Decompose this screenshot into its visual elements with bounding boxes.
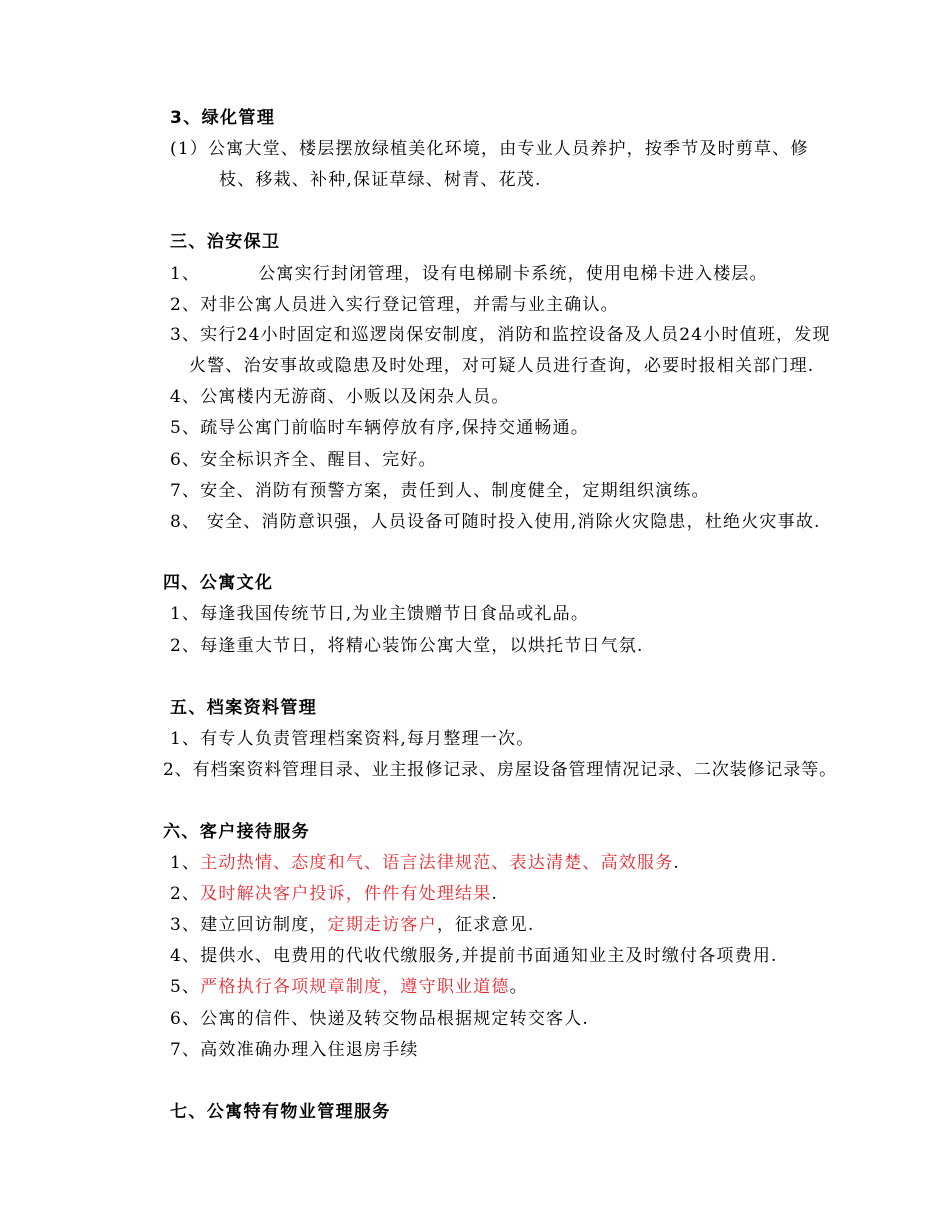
section-heading-culture: 四、公寓文化 bbox=[163, 573, 274, 593]
security-item-2: 2、对非公寓人员进入实行登记管理，并需与业主确认。 bbox=[170, 295, 619, 315]
section-heading-greening: 3、绿化管理 bbox=[170, 108, 276, 128]
item-number: 2、 bbox=[170, 884, 201, 904]
greening-item-1-line-2: 枝、移栽、补种,保证草绿、树青、花茂. bbox=[219, 170, 542, 190]
archive-item-1: 1、有专人负责管理档案资料,每月整理一次。 bbox=[170, 729, 535, 749]
reception-item-4: 4、提供水、电费用的代收代缴服务,并提前书面通知业主及时缴付各项费用. bbox=[170, 946, 778, 966]
security-item-5: 5、疏导公寓门前临时车辆停放有序,保持交通畅通。 bbox=[170, 418, 590, 438]
greening-item-1-line-1: (1）公寓大堂、楼层摆放绿植美化环境，由专业人员养护，按季节及时剪草、修 bbox=[170, 139, 809, 159]
section-heading-security: 三、治安保卫 bbox=[170, 232, 281, 252]
culture-item-1: 1、每逢我国传统节日,为业主馈赠节日食品或礼品。 bbox=[170, 604, 590, 624]
reception-item-6: 6、公寓的信件、快递及转交物品根据规定转交客人. bbox=[170, 1009, 590, 1029]
highlighted-text: 严格执行各项规章制度，遵守职业道德 bbox=[200, 977, 510, 997]
item-text: ，征求意见. bbox=[436, 915, 535, 935]
highlighted-text: 主动热情、态度和气、语言法律规范、表达清楚、高效服务 bbox=[200, 853, 674, 873]
security-item-1 bbox=[170, 264, 768, 284]
item-text: 公寓实行封闭管理，设有电梯刷卡系统，使用电梯卡进入楼层。 bbox=[258, 264, 768, 284]
reception-item-2 bbox=[170, 884, 498, 904]
section-heading-archive: 五、档案资料管理 bbox=[170, 698, 318, 718]
archive-item-2: 2、有档案资料管理目录、业主报修记录、房屋设备管理情况记录、二次装修记录等。 bbox=[163, 760, 838, 780]
section-heading-special: 七、公寓特有物业管理服务 bbox=[170, 1102, 391, 1122]
reception-item-1 bbox=[170, 853, 680, 873]
highlighted-text: 定期走访客户 bbox=[327, 915, 437, 935]
item-end: 。 bbox=[509, 977, 528, 997]
item-number: 1、 bbox=[170, 853, 201, 873]
item-end: . bbox=[491, 884, 499, 904]
security-item-7: 7、安全、消防有预警方案，责任到人、制度健全，定期组织演练。 bbox=[170, 481, 710, 501]
security-item-8: 8、 安全、消防意识强，人员设备可随时投入使用,消除火灾隐患，杜绝火灾事故. bbox=[170, 512, 821, 532]
item-number: 1、 bbox=[170, 264, 201, 284]
item-number: 5、 bbox=[170, 977, 201, 997]
item-end: . bbox=[673, 853, 681, 873]
reception-item-7: 7、高效准确办理入住退房手续 bbox=[170, 1040, 419, 1060]
highlighted-text: 及时解决客户投诉，件件有处理结果 bbox=[200, 884, 492, 904]
security-item-3-line-2: 火警、治安事故或隐患及时处理，对可疑人员进行查询，必要时报相关部门理. bbox=[189, 356, 815, 376]
security-item-3-line-1: 3、实行24小时固定和巡逻岗保安制度，消防和监控设备及人员24小时值班，发现 bbox=[170, 325, 831, 345]
culture-item-2: 2、每逢重大节日，将精心装饰公寓大堂，以烘托节日气氛. bbox=[170, 636, 644, 656]
security-item-6: 6、安全标识齐全、醒目、完好。 bbox=[170, 450, 437, 470]
reception-item-3 bbox=[170, 915, 534, 935]
item-text: 3、建立回访制度， bbox=[170, 915, 328, 935]
security-item-4: 4、公寓楼内无游商、小贩以及闲杂人员。 bbox=[170, 387, 510, 407]
section-heading-reception: 六、客户接待服务 bbox=[163, 822, 311, 842]
reception-item-5 bbox=[170, 977, 528, 997]
